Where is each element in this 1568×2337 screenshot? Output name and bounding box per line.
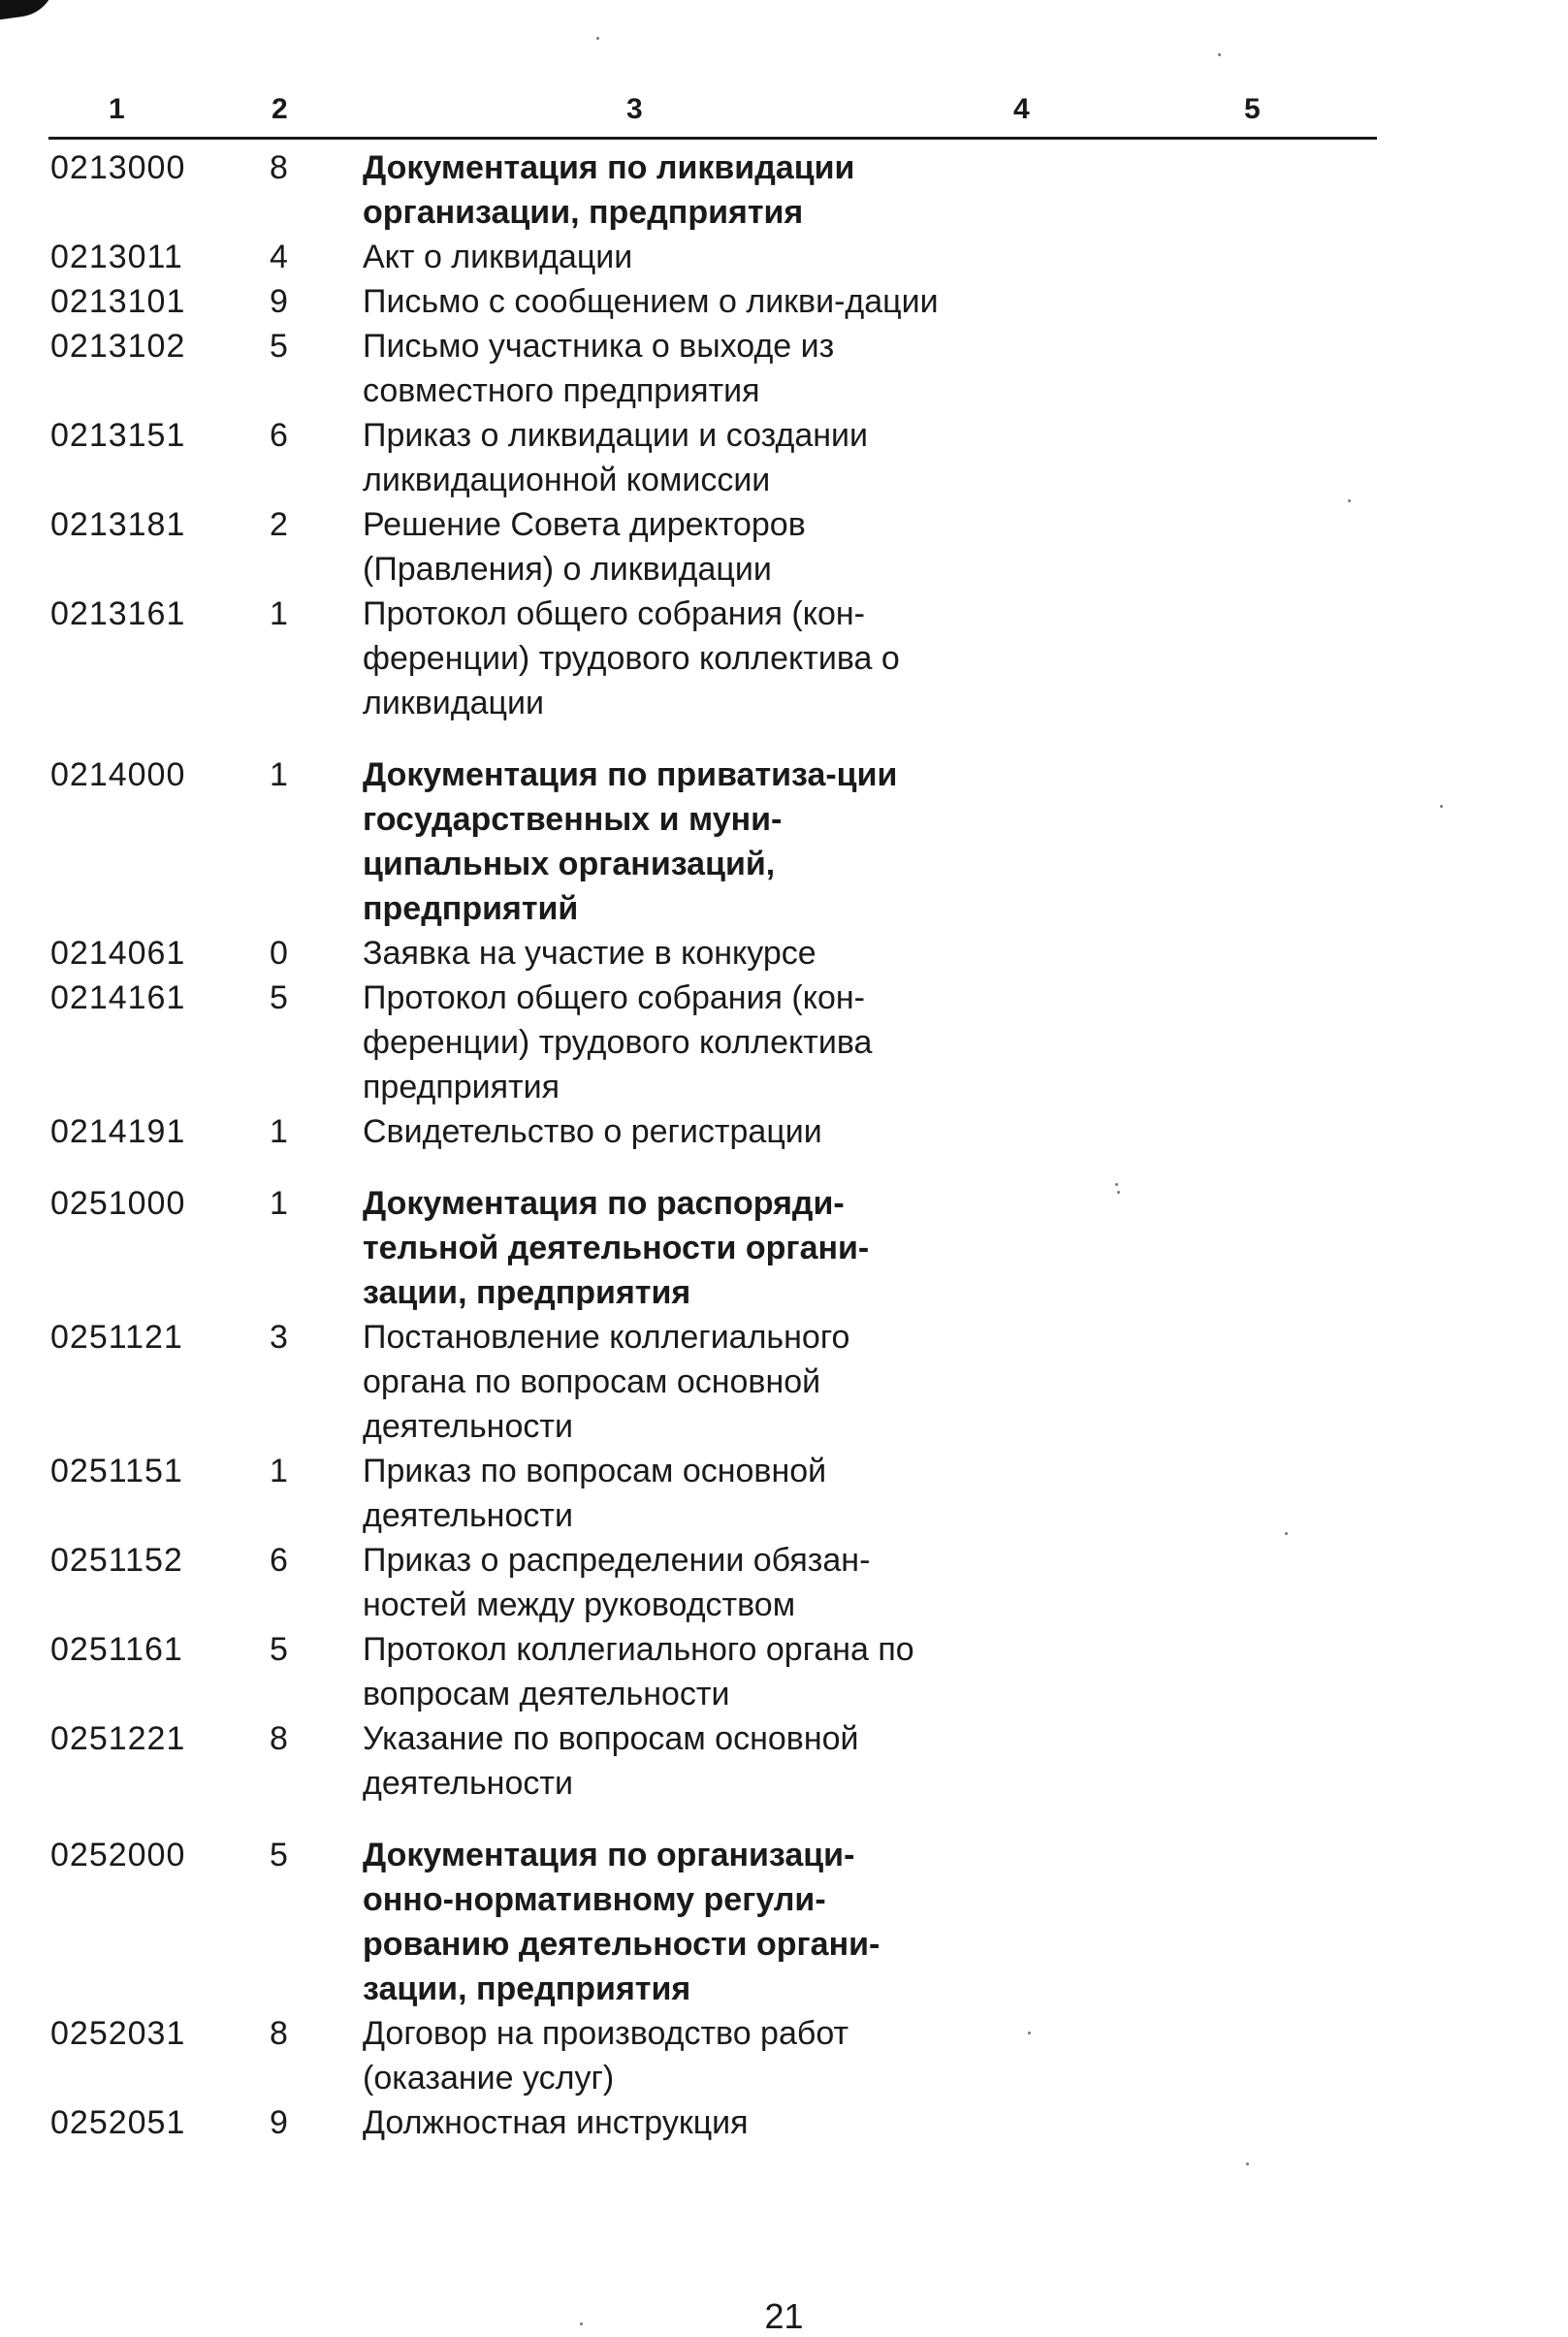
table-row (0, 976, 1568, 1109)
code-cell: 0251151 (50, 1453, 183, 1489)
column-header-5: 5 (1244, 93, 1261, 125)
table-row (0, 1538, 1568, 1627)
table-row (0, 1315, 1568, 1449)
check-digit-cell: 1 (270, 1185, 288, 1222)
table-row (0, 592, 1568, 725)
name-cell: Договор на производство работ (оказание услуг) (363, 2015, 849, 2097)
table-row (0, 2100, 1568, 2145)
name-cell: Указание по вопросам основной деятельности (363, 1720, 859, 1802)
table-header (0, 93, 1568, 136)
name-cell: Протокол общего собрания (кон-ференции) трудового коллектива предприятия (363, 979, 873, 1105)
code-cell: 0251221 (50, 1720, 186, 1757)
check-digit-cell: 0 (270, 935, 288, 972)
check-digit-cell: 5 (270, 1631, 288, 1668)
check-digit-cell: 8 (270, 1720, 288, 1757)
scan-speck (1218, 53, 1221, 56)
header-rule (48, 137, 1377, 140)
scan-corner-mark (0, 0, 60, 23)
code-cell: 0213151 (50, 417, 186, 454)
name-cell: Письмо участника о выходе из совместного предприятия (363, 328, 835, 409)
name-cell: Свидетельство о регистрации (363, 1113, 822, 1150)
name-cell: Акт о ликвидации (363, 239, 633, 275)
code-cell: 0251161 (50, 1631, 183, 1668)
name-cell: Документация по приватиза-ции государственных и муни-ципальных организаций, предприятий (363, 756, 898, 927)
code-cell: 0214000 (50, 756, 186, 793)
name-cell: Документация по организаци-онно-нормативному регули-рованию деятельности органи-зации, предприятия (363, 1837, 880, 2007)
check-digit-cell: 2 (270, 506, 288, 543)
table-row (0, 413, 1568, 502)
code-cell: 0251121 (50, 1319, 183, 1356)
table-row (0, 502, 1568, 592)
column-header-4: 4 (1013, 93, 1030, 125)
name-cell: Должностная инструкция (363, 2104, 749, 2141)
name-cell: Решение Совета директоров (Правления) о ликвидации (363, 506, 806, 588)
check-digit-cell: 1 (270, 1113, 288, 1150)
table-row (0, 752, 1568, 931)
code-cell: 0213161 (50, 595, 186, 632)
check-digit-cell: 9 (270, 2104, 288, 2141)
code-cell: 0214191 (50, 1113, 186, 1150)
check-digit-cell: 5 (270, 1837, 288, 1873)
code-cell: 0251152 (50, 1542, 183, 1579)
code-cell: 0213011 (50, 239, 183, 275)
table-row (0, 2011, 1568, 2100)
check-digit-cell: 6 (270, 417, 288, 454)
scan-speck (596, 37, 599, 40)
name-cell: Протокол общего собрания (кон-ференции) трудового коллектива о ликвидации (363, 595, 900, 721)
table-row (0, 1716, 1568, 1806)
table-row (0, 1627, 1568, 1716)
code-cell: 0252000 (50, 1837, 186, 1873)
name-cell: Письмо с сообщением о ликви-дации (363, 283, 939, 320)
code-cell: 0213181 (50, 506, 186, 543)
name-cell: Приказ по вопросам основной деятельности (363, 1453, 827, 1534)
table-row (0, 324, 1568, 413)
check-digit-cell: 3 (270, 1319, 288, 1356)
table-row (0, 1833, 1568, 2011)
code-cell: 0252031 (50, 2015, 186, 2052)
column-header-3: 3 (626, 93, 643, 125)
table-row (0, 145, 1568, 235)
name-cell: Документация по распоряди-тельной деятельности органи-зации, предприятия (363, 1185, 870, 1311)
page-number: 21 (764, 2296, 804, 2336)
table-row (0, 279, 1568, 324)
check-digit-cell: 1 (270, 595, 288, 632)
code-cell: 0213102 (50, 328, 186, 365)
name-cell: Приказ о ликвидации и создании ликвидационной комиссии (363, 417, 868, 498)
check-digit-cell: 5 (270, 328, 288, 365)
name-cell: Заявка на участие в конкурсе (363, 935, 816, 972)
table-row (0, 235, 1568, 279)
code-cell: 0213000 (50, 149, 186, 186)
check-digit-cell: 1 (270, 1453, 288, 1489)
table-row (0, 1109, 1568, 1154)
check-digit-cell: 1 (270, 756, 288, 793)
check-digit-cell: 5 (270, 979, 288, 1016)
table-row (0, 931, 1568, 976)
table-row (0, 1449, 1568, 1538)
code-cell: 0214161 (50, 979, 186, 1016)
scan-speck (1246, 2162, 1249, 2165)
classifier-table (0, 145, 1568, 2145)
name-cell: Протокол коллегиального органа по вопросам деятельности (363, 1631, 914, 1713)
column-header-1: 1 (109, 93, 125, 125)
code-cell: 0214061 (50, 935, 186, 972)
column-header-2: 2 (272, 93, 288, 125)
code-cell: 0251000 (50, 1185, 186, 1222)
code-cell: 0252051 (50, 2104, 186, 2141)
code-cell: 0213101 (50, 283, 186, 320)
check-digit-cell: 4 (270, 239, 288, 275)
name-cell: Приказ о распределении обязан-ностей между руководством (363, 1542, 871, 1623)
check-digit-cell: 6 (270, 1542, 288, 1579)
table-row (0, 1181, 1568, 1315)
check-digit-cell: 8 (270, 2015, 288, 2052)
name-cell: Постановление коллегиального органа по вопросам основной деятельности (363, 1319, 850, 1445)
name-cell: Документация по ликвидации организации, предприятия (363, 149, 855, 231)
check-digit-cell: 9 (270, 283, 288, 320)
check-digit-cell: 8 (270, 149, 288, 186)
